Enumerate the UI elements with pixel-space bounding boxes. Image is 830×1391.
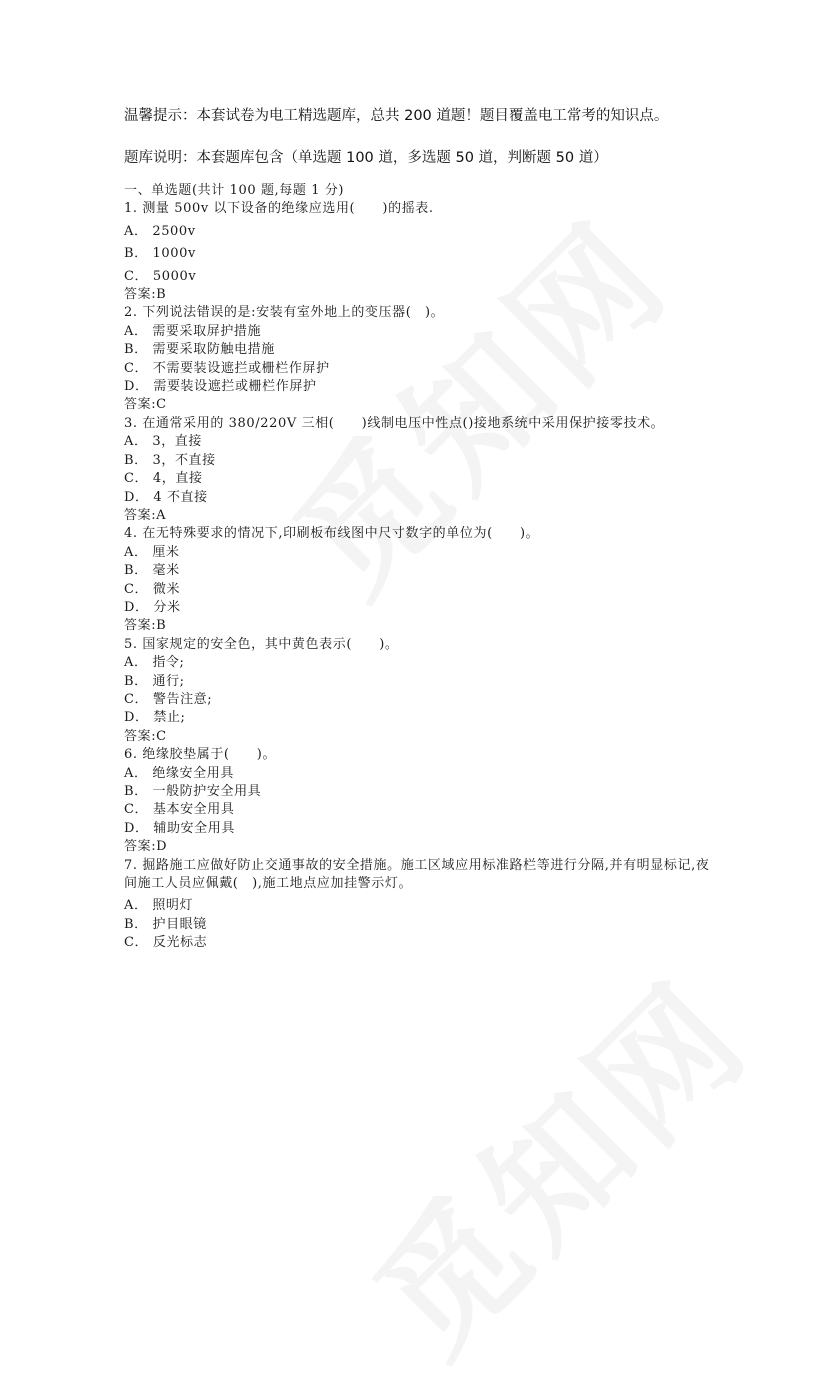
question-stem: 1. 测量 500v 以下设备的绝缘应选用( )的摇表. <box>124 201 434 217</box>
watermark <box>325 930 785 1390</box>
answer: 答案:D <box>124 839 168 855</box>
answer: 答案:B <box>124 287 167 303</box>
answer: 答案:A <box>124 507 167 523</box>
question-stem: 4. 在无特殊要求的情况下,印刷板布线图中尺寸数字的单位为( )。 <box>124 526 540 542</box>
option: A． 指令; <box>124 655 185 671</box>
section-title: 一、单选题(共计 100 题,每题 1 分) <box>124 183 345 198</box>
option: D． 辅助安全用具 <box>124 820 235 836</box>
option: C． 反光标志 <box>124 935 208 951</box>
option: B． 一般防护安全用具 <box>124 784 262 799</box>
option: D． 需要装设遮拦或栅栏作屏护 <box>124 379 317 395</box>
option: D． 4 不直接 <box>124 489 208 505</box>
option: C． 4，直接 <box>124 471 203 487</box>
option: C． 基本安全用具 <box>124 802 235 818</box>
option: A． 2500v <box>124 223 196 239</box>
option: D． 分米 <box>124 599 181 615</box>
option: A． 需要采取屏护措施 <box>124 323 262 339</box>
option: B． 需要采取防触电措施 <box>124 342 275 358</box>
option: B． 通行; <box>124 673 185 689</box>
option: B． 毫米 <box>124 563 180 579</box>
answer: 答案:C <box>124 397 167 413</box>
option: C． 警告注意; <box>124 691 213 707</box>
answer: 答案:C <box>124 728 167 744</box>
option: C． 5000v <box>124 268 197 284</box>
option: A． 绝缘安全用具 <box>124 765 234 781</box>
option: A． 照明灯 <box>124 898 194 914</box>
question-list <box>124 182 714 953</box>
option: A． 3，直接 <box>124 434 202 450</box>
option: C． 微米 <box>124 581 181 597</box>
option: B． 3，不直接 <box>124 452 216 468</box>
question-stem: 7. 掘路施工应做好防止交通事故的安全措施。施工区域应用标准路栏等进行分隔,并有明显标记,夜间施工人员应佩戴( ),施工地点应加挂警示灯。 <box>124 857 710 892</box>
question-stem: 3. 在通常采用的 380/220V 三相( )线制电压中性点()接地系统中采用保护接零技术。 <box>124 415 665 431</box>
option: B． 护目眼镜 <box>124 916 207 932</box>
option: A． 厘米 <box>124 544 180 560</box>
option: D． 禁止; <box>124 710 186 726</box>
question-stem: 6. 绝缘胶垫属于( )。 <box>124 747 277 763</box>
option: C． 不需要装设遮拦或栅栏作屏护 <box>124 360 330 376</box>
option: B． 1000v <box>124 246 196 262</box>
notice-line: 温馨提示：本套试卷为电工精选题库，总共 200 道题！题目覆盖电工常考的知识点。 <box>124 108 669 124</box>
question-stem: 2. 下列说法错误的是:安装有室外地上的变压器( )。 <box>124 305 445 321</box>
description-line: 题库说明：本套题库包含（单选题 100 道，多选题 50 道，判断题 50 道） <box>124 150 608 166</box>
question-stem: 5. 国家规定的安全色，其中黄色表示( )。 <box>124 636 399 652</box>
answer: 答案:B <box>124 618 167 634</box>
